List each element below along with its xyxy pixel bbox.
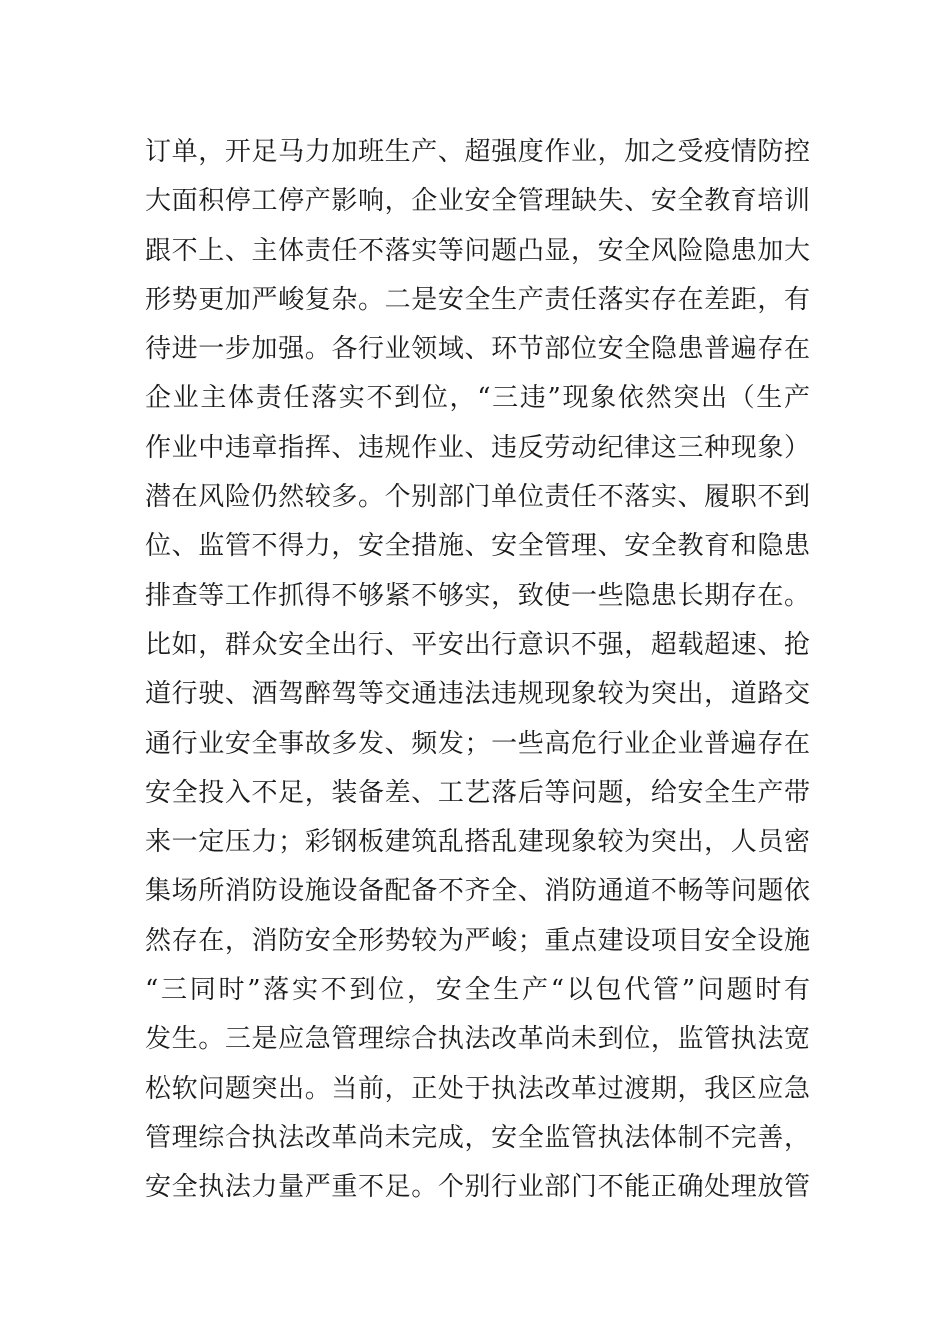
text-line: 集场所消防设施设备配备不齐全、消防通道不畅等问题依 — [145, 876, 810, 907]
text-line: 大面积停工停产影响，企业安全管理缺失、安全教育培训 — [145, 186, 810, 217]
text-line: 然存在，消防安全形势较为严峻；重点建设项目安全设施 — [145, 925, 810, 956]
text-line: 道行驶、酒驾醉驾等交通违法违规现象较为突出，道路交 — [145, 679, 810, 710]
text-line: 比如，群众安全出行、平安出行意识不强，超载超速、抢 — [145, 629, 810, 660]
text-line: 潜在风险仍然较多。个别部门单位责任不落实、履职不到 — [145, 482, 810, 513]
text-line: 管理综合执法改革尚未完成，安全监管执法体制不完善， — [145, 1122, 810, 1153]
text-line: 位、监管不得力，安全措施、安全管理、安全教育和隐患 — [145, 531, 810, 562]
text-line: 跟不上、主体责任不落实等问题凸显，安全风险隐患加大 — [145, 235, 810, 266]
text-line: 企业主体责任落实不到位，“三违”现象依然突出（生产 — [145, 383, 810, 414]
text-line: 来一定压力；彩钢板建筑乱搭乱建现象较为突出，人员密 — [145, 827, 810, 858]
text-line: 松软问题突出。当前，正处于执法改革过渡期，我区应急 — [145, 1073, 810, 1104]
text-line: 形势更加严峻复杂。二是安全生产责任落实存在差距，有 — [145, 284, 810, 315]
text-line: 订单，开足马力加班生产、超强度作业，加之受疫情防控 — [145, 137, 810, 167]
text-line: 排查等工作抓得不够紧不够实，致使一些隐患长期存在。 — [145, 580, 810, 611]
text-line: 安全投入不足，装备差、工艺落后等问题，给安全生产带 — [145, 777, 810, 808]
body-text — [145, 128, 810, 1213]
text-line: 发生。三是应急管理综合执法改革尚未到位，监管执法宽 — [145, 1024, 810, 1055]
text-line: 通行业安全事故多发、频发；一些高危行业企业普遍存在 — [145, 728, 810, 759]
text-line: 待进一步加强。各行业领域、环节部位安全隐患普遍存在 — [145, 334, 810, 365]
text-line: 作业中违章指挥、违规作业、违反劳动纪律这三种现象） — [145, 432, 810, 463]
text-line: 安全执法力量严重不足。个别行业部门不能正确处理放管 — [145, 1172, 810, 1203]
text-line: “三同时”落实不到位，安全生产“以包代管”问题时有 — [145, 975, 810, 1006]
